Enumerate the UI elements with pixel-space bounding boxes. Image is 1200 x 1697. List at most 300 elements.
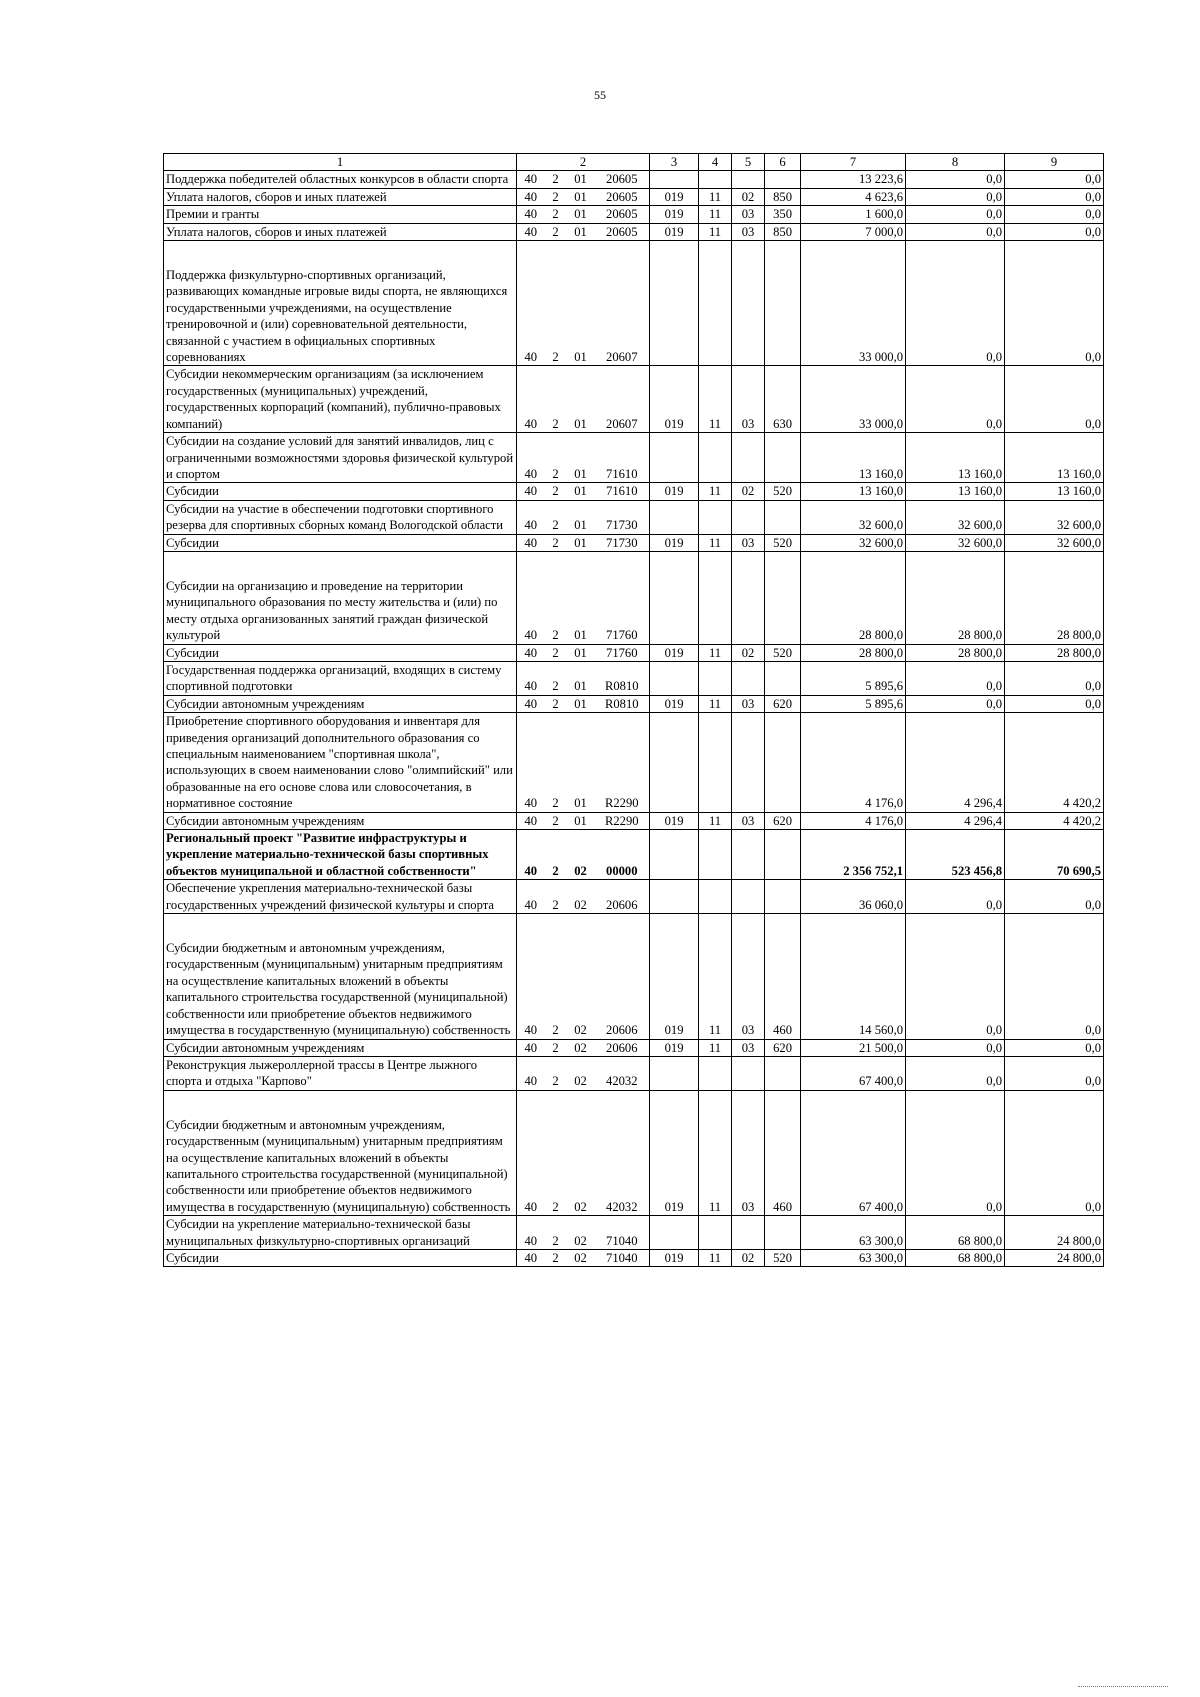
code-subsection: 03: [732, 812, 765, 829]
code-program: 40: [517, 1090, 545, 1215]
code-expense-type: [765, 241, 801, 366]
code-item: 71730: [595, 534, 650, 551]
code-ministry: 019: [650, 1090, 699, 1215]
code-program: 40: [517, 914, 545, 1039]
code-subprogram: 2: [545, 433, 567, 483]
code-expense-type: [765, 500, 801, 534]
code-item: 20605: [595, 206, 650, 223]
code-subprogram: 2: [545, 188, 567, 205]
code-subsection: 02: [732, 483, 765, 500]
table-row: [164, 695, 1104, 712]
amount-col-8: 28 800,0: [906, 644, 1005, 661]
row-name: Поддержка победителей областных конкурсов в области спорта: [164, 171, 517, 188]
code-section: 01: [567, 241, 595, 366]
amount-col-8: 0,0: [906, 223, 1005, 240]
table-row: [164, 880, 1104, 914]
code-section: 01: [567, 223, 595, 240]
header-col-6: 6: [765, 154, 801, 171]
table-row: [164, 171, 1104, 188]
row-name: Региональный проект "Развитие инфраструктуры и укрепление материально-технической базы спортивных объектов муниципальной и областной собственности": [164, 830, 517, 880]
code-chapter: 11: [699, 188, 732, 205]
code-subprogram: 2: [545, 483, 567, 500]
row-name: Субсидии на участие в обеспечении подготовки спортивного резерва для спортивных сборных команд Вологодской области: [164, 500, 517, 534]
header-row: [164, 154, 1104, 171]
amount-col-8: 0,0: [906, 1039, 1005, 1056]
code-subprogram: 2: [545, 1249, 567, 1266]
table-row: [164, 188, 1104, 205]
code-expense-type: 850: [765, 188, 801, 205]
code-chapter: 11: [699, 1039, 732, 1056]
amount-col-7: 14 560,0: [801, 914, 906, 1039]
code-section: 01: [567, 500, 595, 534]
amount-col-7: 7 000,0: [801, 223, 906, 240]
amount-col-9: 0,0: [1005, 914, 1104, 1039]
table-row: [164, 223, 1104, 240]
code-chapter: [699, 830, 732, 880]
amount-col-7: 13 160,0: [801, 483, 906, 500]
amount-col-7: 33 000,0: [801, 241, 906, 366]
code-subsection: 03: [732, 223, 765, 240]
code-item: 20606: [595, 1039, 650, 1056]
row-name: Уплата налогов, сборов и иных платежей: [164, 223, 517, 240]
amount-col-8: 68 800,0: [906, 1249, 1005, 1266]
amount-col-8: 0,0: [906, 1090, 1005, 1215]
code-program: 40: [517, 551, 545, 644]
amount-col-8: 0,0: [906, 206, 1005, 223]
code-subprogram: 2: [545, 830, 567, 880]
code-chapter: 11: [699, 483, 732, 500]
code-subsection: 03: [732, 206, 765, 223]
code-subprogram: 2: [545, 500, 567, 534]
header-col-2: 2: [517, 154, 650, 171]
table-row: [164, 1090, 1104, 1215]
amount-col-9: 0,0: [1005, 223, 1104, 240]
amount-col-7: 4 176,0: [801, 812, 906, 829]
row-spacer: [166, 241, 514, 267]
code-item: 20606: [595, 914, 650, 1039]
code-subsection: [732, 830, 765, 880]
code-chapter: [699, 500, 732, 534]
code-subsection: 03: [732, 1090, 765, 1215]
header-col-8: 8: [906, 154, 1005, 171]
code-item: R0810: [595, 661, 650, 695]
amount-col-9: 13 160,0: [1005, 433, 1104, 483]
amount-col-7: 63 300,0: [801, 1249, 906, 1266]
code-subsection: [732, 880, 765, 914]
row-name: Субсидии: [164, 644, 517, 661]
code-subprogram: 2: [545, 551, 567, 644]
code-subprogram: 2: [545, 206, 567, 223]
row-name: Субсидии автономным учреждениям: [164, 695, 517, 712]
code-subsection: 03: [732, 914, 765, 1039]
code-ministry: [650, 713, 699, 812]
code-chapter: [699, 171, 732, 188]
code-chapter: [699, 551, 732, 644]
code-item: 20607: [595, 241, 650, 366]
table-row: [164, 914, 1104, 1039]
code-section: 01: [567, 551, 595, 644]
row-name: Государственная поддержка организаций, входящих в систему спортивной подготовки: [164, 661, 517, 695]
code-expense-type: [765, 713, 801, 812]
amount-col-8: 4 296,4: [906, 713, 1005, 812]
code-item: 71040: [595, 1216, 650, 1250]
amount-col-7: 4 176,0: [801, 713, 906, 812]
amount-col-9: 0,0: [1005, 206, 1104, 223]
code-chapter: [699, 713, 732, 812]
amount-col-8: 0,0: [906, 171, 1005, 188]
amount-col-7: 67 400,0: [801, 1056, 906, 1090]
budget-table: [163, 153, 1104, 1267]
code-expense-type: 460: [765, 914, 801, 1039]
amount-col-9: 24 800,0: [1005, 1216, 1104, 1250]
code-ministry: [650, 171, 699, 188]
table-row: [164, 551, 1104, 644]
code-subsection: 02: [732, 1249, 765, 1266]
table-row: [164, 366, 1104, 433]
code-expense-type: [765, 830, 801, 880]
code-subprogram: 2: [545, 1090, 567, 1215]
code-item: 20606: [595, 880, 650, 914]
code-chapter: [699, 1056, 732, 1090]
code-section: 02: [567, 880, 595, 914]
amount-col-7: 5 895,6: [801, 661, 906, 695]
amount-col-8: 32 600,0: [906, 534, 1005, 551]
table-row: [164, 812, 1104, 829]
amount-col-8: 32 600,0: [906, 500, 1005, 534]
table-row: [164, 483, 1104, 500]
amount-col-7: 32 600,0: [801, 500, 906, 534]
table-row: [164, 1249, 1104, 1266]
amount-col-9: 32 600,0: [1005, 534, 1104, 551]
row-name: Субсидии на создание условий для занятий инвалидов, лиц с ограниченными возможностями здоровья физической культурой и спортом: [164, 433, 517, 483]
code-chapter: 11: [699, 644, 732, 661]
code-program: 40: [517, 1249, 545, 1266]
code-ministry: 019: [650, 695, 699, 712]
amount-col-8: 0,0: [906, 880, 1005, 914]
row-name: Уплата налогов, сборов и иных платежей: [164, 188, 517, 205]
amount-col-9: 70 690,5: [1005, 830, 1104, 880]
code-chapter: 11: [699, 812, 732, 829]
amount-col-8: 0,0: [906, 661, 1005, 695]
table-row: [164, 644, 1104, 661]
code-subprogram: 2: [545, 1056, 567, 1090]
code-subsection: [732, 1056, 765, 1090]
code-item: 71610: [595, 433, 650, 483]
header-col-4: 4: [699, 154, 732, 171]
code-program: 40: [517, 695, 545, 712]
code-ministry: [650, 551, 699, 644]
amount-col-7: 13 223,6: [801, 171, 906, 188]
code-section: 01: [567, 483, 595, 500]
amount-col-9: 32 600,0: [1005, 500, 1104, 534]
code-subprogram: 2: [545, 880, 567, 914]
code-expense-type: [765, 1056, 801, 1090]
row-spacer: [166, 552, 514, 578]
table-row: [164, 433, 1104, 483]
row-name: [164, 1090, 517, 1215]
row-name: Приобретение спортивного оборудования и инвентаря для приведения организаций дополнительного образования со специальным наименованием "спортивная школа", использующих в своем наименовании слово "олимпийский" или образованные на его основе слова или словосочетания, в нормативное состояние: [164, 713, 517, 812]
code-program: 40: [517, 1056, 545, 1090]
code-ministry: 019: [650, 206, 699, 223]
code-program: 40: [517, 812, 545, 829]
code-program: 40: [517, 880, 545, 914]
row-name: [164, 914, 517, 1039]
amount-col-9: 24 800,0: [1005, 1249, 1104, 1266]
code-section: 01: [567, 713, 595, 812]
amount-col-7: 4 623,6: [801, 188, 906, 205]
amount-col-9: 4 420,2: [1005, 713, 1104, 812]
amount-col-8: 0,0: [906, 1056, 1005, 1090]
page-number: 55: [594, 88, 606, 102]
code-subsection: [732, 551, 765, 644]
code-item: 00000: [595, 830, 650, 880]
row-spacer: [166, 1091, 514, 1117]
code-ministry: [650, 830, 699, 880]
amount-col-7: 2 356 752,1: [801, 830, 906, 880]
amount-col-9: 0,0: [1005, 1039, 1104, 1056]
header-col-9: 9: [1005, 154, 1104, 171]
row-name: Субсидии автономным учреждениям: [164, 812, 517, 829]
code-expense-type: [765, 880, 801, 914]
code-chapter: 11: [699, 366, 732, 433]
code-subsection: [732, 241, 765, 366]
row-name-text: Субсидии бюджетным и автономным учреждениям, государственным (муниципальным) унитарным предприятиям на осуществление капитальных вложений в объекты капитального строительства государственной (муниципальной) собственности или приобретение объектов недвижимого имущества в государственную (муниципальную) собственность: [166, 941, 511, 1038]
code-section: 02: [567, 1090, 595, 1215]
code-subprogram: 2: [545, 812, 567, 829]
amount-col-8: 0,0: [906, 914, 1005, 1039]
table-row: [164, 713, 1104, 812]
code-subprogram: 2: [545, 241, 567, 366]
row-name: Обеспечение укрепления материально-технической базы государственных учреждений физической культуры и спорта: [164, 880, 517, 914]
table-row: [164, 1039, 1104, 1056]
code-chapter: [699, 880, 732, 914]
code-subprogram: 2: [545, 713, 567, 812]
table-row: [164, 661, 1104, 695]
code-section: 01: [567, 695, 595, 712]
code-section: 01: [567, 366, 595, 433]
code-expense-type: 520: [765, 644, 801, 661]
code-subprogram: 2: [545, 661, 567, 695]
row-name: Премии и гранты: [164, 206, 517, 223]
code-chapter: [699, 1216, 732, 1250]
code-program: 40: [517, 241, 545, 366]
code-section: 02: [567, 914, 595, 1039]
code-subsection: [732, 500, 765, 534]
code-ministry: [650, 500, 699, 534]
code-program: 40: [517, 188, 545, 205]
code-item: 20605: [595, 188, 650, 205]
amount-col-8: 0,0: [906, 241, 1005, 366]
code-subsection: 03: [732, 366, 765, 433]
code-expense-type: 620: [765, 812, 801, 829]
code-subprogram: 2: [545, 644, 567, 661]
code-expense-type: [765, 1216, 801, 1250]
code-expense-type: 520: [765, 534, 801, 551]
amount-col-7: 63 300,0: [801, 1216, 906, 1250]
table-row: [164, 206, 1104, 223]
amount-col-8: 0,0: [906, 366, 1005, 433]
code-chapter: [699, 433, 732, 483]
row-spacer: [166, 914, 514, 940]
amount-col-9: 13 160,0: [1005, 483, 1104, 500]
code-chapter: 11: [699, 695, 732, 712]
code-chapter: 11: [699, 223, 732, 240]
row-name: Субсидии: [164, 534, 517, 551]
code-item: R2290: [595, 812, 650, 829]
code-ministry: 019: [650, 366, 699, 433]
amount-col-9: 28 800,0: [1005, 551, 1104, 644]
code-subsection: [732, 713, 765, 812]
code-ministry: [650, 433, 699, 483]
code-subprogram: 2: [545, 695, 567, 712]
code-subprogram: 2: [545, 171, 567, 188]
amount-col-8: 4 296,4: [906, 812, 1005, 829]
code-chapter: [699, 661, 732, 695]
code-ministry: 019: [650, 1039, 699, 1056]
code-subprogram: 2: [545, 534, 567, 551]
code-program: 40: [517, 500, 545, 534]
header-col-7: 7: [801, 154, 906, 171]
code-expense-type: [765, 551, 801, 644]
table-row: [164, 1216, 1104, 1250]
code-section: 02: [567, 1056, 595, 1090]
code-chapter: [699, 241, 732, 366]
code-ministry: 019: [650, 188, 699, 205]
code-chapter: 11: [699, 1090, 732, 1215]
code-item: 71610: [595, 483, 650, 500]
table-row: [164, 1056, 1104, 1090]
amount-col-8: 13 160,0: [906, 433, 1005, 483]
code-ministry: 019: [650, 1249, 699, 1266]
code-chapter: 11: [699, 206, 732, 223]
code-subprogram: 2: [545, 223, 567, 240]
code-item: 42032: [595, 1056, 650, 1090]
code-program: 40: [517, 366, 545, 433]
code-program: 40: [517, 206, 545, 223]
code-ministry: 019: [650, 223, 699, 240]
row-name: [164, 241, 517, 366]
code-section: 02: [567, 1216, 595, 1250]
row-name-text: Субсидии бюджетным и автономным учреждениям, государственным (муниципальным) унитарным предприятиям на осуществление капитальных вложений в объекты капитального строительства государственной (муниципальной) собственности или приобретение объектов недвижимого имущества в государственную (муниципальную) собственность: [166, 1117, 511, 1214]
table-row: [164, 534, 1104, 551]
code-subsection: 02: [732, 188, 765, 205]
code-expense-type: 520: [765, 483, 801, 500]
code-expense-type: 460: [765, 1090, 801, 1215]
code-program: 40: [517, 661, 545, 695]
code-subsection: [732, 433, 765, 483]
code-expense-type: 620: [765, 1039, 801, 1056]
code-item: 20605: [595, 223, 650, 240]
code-program: 40: [517, 1216, 545, 1250]
header-col-3: 3: [650, 154, 699, 171]
code-section: 02: [567, 1249, 595, 1266]
code-ministry: [650, 241, 699, 366]
row-name: Субсидии на укрепление материально-технической базы муниципальных физкультурно-спортивных организаций: [164, 1216, 517, 1250]
code-section: 01: [567, 644, 595, 661]
code-section: 01: [567, 206, 595, 223]
code-subsection: [732, 1216, 765, 1250]
row-name: Субсидии: [164, 483, 517, 500]
code-ministry: 019: [650, 812, 699, 829]
row-name: Субсидии: [164, 1249, 517, 1266]
code-ministry: [650, 880, 699, 914]
code-section: 01: [567, 433, 595, 483]
code-expense-type: 520: [765, 1249, 801, 1266]
amount-col-9: 0,0: [1005, 695, 1104, 712]
amount-col-8: 28 800,0: [906, 551, 1005, 644]
amount-col-9: 0,0: [1005, 188, 1104, 205]
header-col-5: 5: [732, 154, 765, 171]
code-section: 01: [567, 188, 595, 205]
amount-col-8: 0,0: [906, 695, 1005, 712]
amount-col-9: 0,0: [1005, 880, 1104, 914]
code-subsection: 02: [732, 644, 765, 661]
amount-col-7: 21 500,0: [801, 1039, 906, 1056]
code-subsection: [732, 171, 765, 188]
code-section: 01: [567, 661, 595, 695]
amount-col-9: 0,0: [1005, 1056, 1104, 1090]
code-section: 01: [567, 171, 595, 188]
code-item: 71730: [595, 500, 650, 534]
code-item: 71760: [595, 644, 650, 661]
table-row: [164, 830, 1104, 880]
amount-col-7: 33 000,0: [801, 366, 906, 433]
code-subprogram: 2: [545, 914, 567, 1039]
amount-col-9: 4 420,2: [1005, 812, 1104, 829]
table-row: [164, 500, 1104, 534]
code-program: 40: [517, 534, 545, 551]
code-subsection: 03: [732, 1039, 765, 1056]
code-program: 40: [517, 830, 545, 880]
code-program: 40: [517, 483, 545, 500]
amount-col-8: 523 456,8: [906, 830, 1005, 880]
code-ministry: 019: [650, 914, 699, 1039]
code-expense-type: 620: [765, 695, 801, 712]
code-ministry: 019: [650, 534, 699, 551]
code-item: 71760: [595, 551, 650, 644]
amount-col-7: 28 800,0: [801, 644, 906, 661]
code-program: 40: [517, 433, 545, 483]
code-expense-type: [765, 661, 801, 695]
amount-col-8: 68 800,0: [906, 1216, 1005, 1250]
amount-col-7: 1 600,0: [801, 206, 906, 223]
code-expense-type: 350: [765, 206, 801, 223]
row-name-text: Субсидии на организацию и проведение на территории муниципального образования по месту жительства и (или) по месту отдыха организованных занятий граждан физической культурой: [166, 578, 498, 643]
code-subprogram: 2: [545, 1216, 567, 1250]
code-item: R2290: [595, 713, 650, 812]
code-subsection: [732, 661, 765, 695]
code-chapter: 11: [699, 1249, 732, 1266]
header-col-1: 1: [164, 154, 517, 171]
code-program: 40: [517, 171, 545, 188]
code-expense-type: 850: [765, 223, 801, 240]
amount-col-7: 67 400,0: [801, 1090, 906, 1215]
margin-mark: [1078, 1686, 1168, 1695]
code-ministry: [650, 1056, 699, 1090]
code-ministry: [650, 1216, 699, 1250]
code-ministry: 019: [650, 644, 699, 661]
code-item: 20605: [595, 171, 650, 188]
row-name: Реконструкция лыжероллерной трассы в Центре лыжного спорта и отдыха "Карпово": [164, 1056, 517, 1090]
code-item: 42032: [595, 1090, 650, 1215]
code-section: 01: [567, 812, 595, 829]
row-name: Субсидии некоммерческим организациям (за исключением государственных (муниципальных) учреждений, государственных корпораций (компаний), публично-правовых компаний): [164, 366, 517, 433]
code-expense-type: 630: [765, 366, 801, 433]
code-expense-type: [765, 171, 801, 188]
amount-col-9: 0,0: [1005, 366, 1104, 433]
code-ministry: [650, 661, 699, 695]
row-name: Субсидии автономным учреждениям: [164, 1039, 517, 1056]
